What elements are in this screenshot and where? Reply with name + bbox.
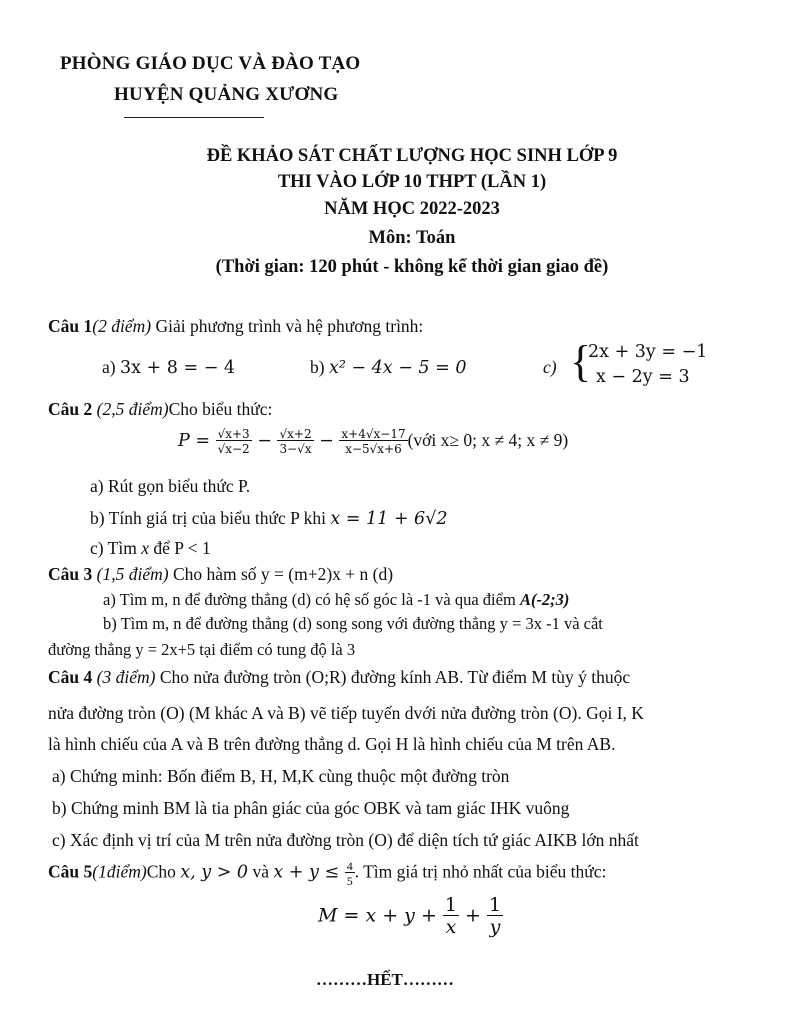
school-year: NĂM HỌC 2022-2023 — [324, 199, 500, 219]
question-points: (2,5 điểm) — [92, 399, 169, 419]
fraction-1: $\frac{√x+3}{√x-2}$ — [217, 427, 250, 456]
question-3 — [48, 564, 393, 585]
end-marker: ………HẾT……… — [316, 970, 454, 989]
system-brace: { — [570, 337, 592, 386]
question-4-line2: nửa đường tròn (O) (M khác A và B) vẽ tiếp tuyến dvới nửa đường tròn (O). Gọi I, K — [48, 703, 644, 723]
district-name: HUYỆN QUẢNG XƯƠNG — [114, 84, 339, 105]
question-4-line3: là hình chiếu của A và B trên đường thẳng d. Gọi H là hình chiếu của M trên AB. — [48, 734, 616, 754]
fraction-3: $\frac{x+4√x-17}{x-5√x+6}$ — [341, 427, 406, 456]
part-label: a) — [102, 357, 120, 377]
x-value: x = 11 + 6√2 — [330, 509, 448, 529]
question-3a: a) Tìm m, n để đường thẳng (d) có hệ số góc là -1 và qua điểm A(-2;3) — [103, 590, 570, 609]
question-text: Giải phương trình và hệ phương trình: — [151, 316, 424, 336]
question-2a: a) Rút gọn biểu thức P. — [90, 476, 251, 496]
question-points: (1,5 điểm) — [92, 564, 169, 584]
fraction-2: $\frac{√x+2}{3-√x}$ — [279, 427, 312, 456]
question-3b-cont: đường thẳng y = 2x+5 tại điểm có tung độ là 3 — [48, 640, 356, 659]
question-label: Câu 3 — [48, 564, 93, 584]
part-label: b) — [310, 357, 329, 377]
question-label: Câu 5 — [48, 861, 93, 882]
p-lhs: P = — [178, 431, 216, 451]
fraction-four-fifths: $\frac{4}{5}$ — [346, 859, 353, 888]
question-text: Cho nửa đường tròn (O;R) đường kính AB. Từ điểm M tùy ý thuộc — [155, 667, 631, 687]
question-4a: a) Chứng minh: Bốn điểm B, H, M,K cùng thuộc một đường tròn — [52, 766, 510, 786]
system-equation-2: x − 2y = 3 — [596, 367, 690, 387]
question-4c: c) Xác định vị trí của M trên nửa đường tròn (O) để diện tích tứ giác AIKB lớn nhất — [52, 830, 639, 850]
question-points: (3 điểm) — [92, 667, 156, 687]
question-2 — [48, 399, 272, 420]
question-1 — [48, 316, 423, 337]
question-text: Cho hàm số y = (m+2)x + n (d) — [168, 564, 394, 584]
expression-p: P = $\frac{√x+3}{√x-2}$ − $\frac{√x+2}{3-√x}$ − $\frac{x+4√x-17}{x-5√x+6}$ (với x≥ 0; x ≠ 4; x ≠ 9) — [178, 427, 569, 456]
subject: Môn: Toán — [368, 228, 456, 248]
exam-title: ĐỀ KHẢO SÁT CHẤT LƯỢNG HỌC SINH LỚP 9 — [206, 146, 618, 166]
equation: x² − 4x − 5 = 0 — [328, 358, 467, 378]
condition-2: x + y ≤ — [273, 862, 345, 883]
question-1a — [102, 357, 235, 378]
fraction-1-over-y: $\frac{1}{y}$ — [489, 894, 502, 938]
point-a: A(-2;3) — [519, 590, 570, 609]
question-2b: b) Tính giá trị của biểu thức P khi x = 11 + 6√2 — [90, 508, 448, 529]
question-3b: b) Tìm m, n để đường thẳng (d) song song với đường thẳng y = 3x -1 và cắt — [103, 614, 603, 633]
question-4b: b) Chứng minh BM là tia phân giác của góc OBK và tam giác IHK vuông — [52, 798, 570, 818]
question-5: Câu 5(1điểm)Cho x, y > 0 và x + y ≤ $\frac{4}{5}$ . Tìm giá trị nhỏ nhất của biểu thức: — [48, 859, 607, 888]
question-points: (1điểm) — [92, 861, 147, 882]
question-label: Câu 2 — [48, 399, 93, 419]
header-divider — [124, 117, 264, 118]
fraction-1-over-x: $\frac{1}{x}$ — [444, 894, 457, 938]
exam-subtitle: THI VÀO LỚP 10 THPT (LẦN 1) — [277, 172, 547, 192]
expression-m: M = x + y + $\frac{1}{x}$ + $\frac{1}{y}$ — [318, 894, 502, 938]
question-4 — [48, 667, 630, 688]
time-limit: (Thời gian: 120 phút - không kể thời gian giao đề) — [215, 257, 609, 277]
equation: 3x + 8 = − 4 — [119, 358, 236, 378]
condition: (với x≥ 0; x ≠ 4; x ≠ 9) — [407, 430, 569, 450]
question-points: (2 điểm) — [92, 316, 152, 336]
system-equation-1: 2x + 3y = −1 — [588, 342, 708, 362]
question-1b — [310, 357, 466, 378]
question-text: Cho biểu thức: — [168, 399, 273, 419]
question-2c: c) Tìm x để P < 1 — [90, 538, 211, 558]
department-name: PHÒNG GIÁO DỤC VÀ ĐÀO TẠO — [60, 53, 361, 74]
question-label: Câu 1 — [48, 316, 93, 336]
condition-1: x, y > 0 — [180, 862, 249, 883]
question-label: Câu 4 — [48, 667, 93, 687]
question-1c-label: c) — [543, 357, 557, 377]
